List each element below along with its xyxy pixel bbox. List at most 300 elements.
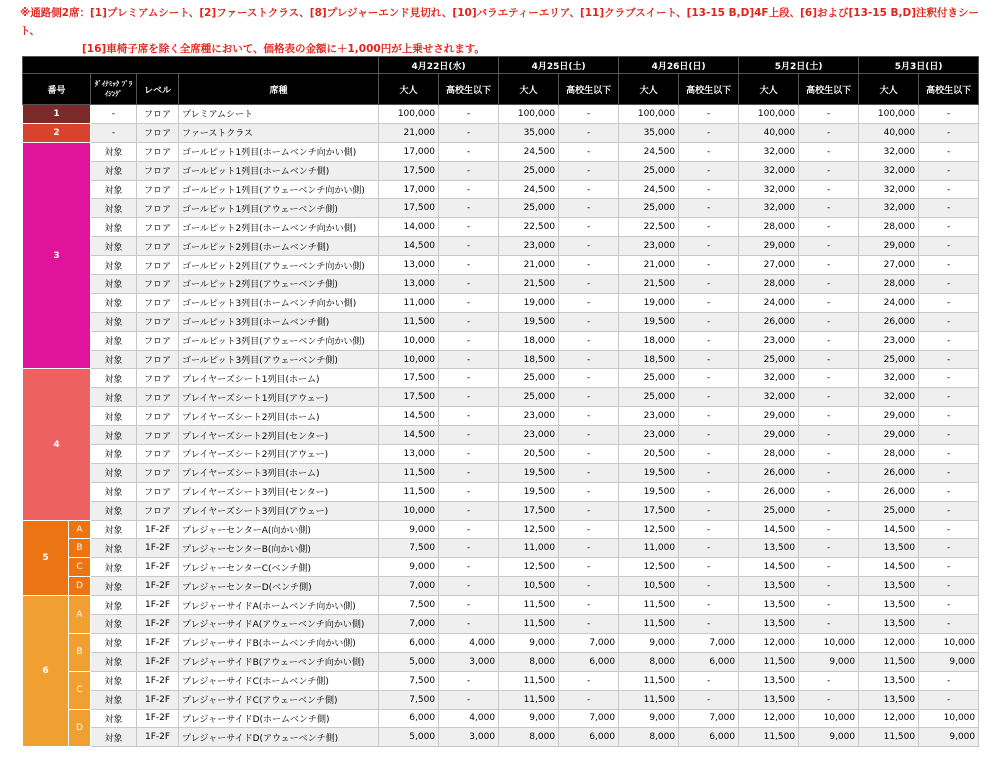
child-price-cell: - (439, 577, 499, 596)
child-price-cell: - (919, 180, 979, 199)
adult-price-cell: 13,500 (859, 577, 919, 596)
table-row (23, 577, 979, 596)
dynamic-pricing-cell: 対象 (91, 142, 137, 161)
adult-price-cell: 12,500 (499, 520, 559, 539)
child-price-cell: - (439, 369, 499, 388)
adult-price-cell: 17,000 (379, 180, 439, 199)
adult-price-cell: 29,000 (739, 237, 799, 256)
child-price-cell: - (439, 426, 499, 445)
level-cell: 1F-2F (137, 539, 179, 558)
table-row (23, 501, 979, 520)
dynamic-pricing-cell: 対象 (91, 369, 137, 388)
child-price-cell: 6,000 (679, 652, 739, 671)
adult-price-cell: 8,000 (499, 728, 559, 747)
seat-type-cell: プレジャーセンターD(ベンチ側) (179, 577, 379, 596)
adult-price-cell: 11,500 (499, 690, 559, 709)
table-row (23, 388, 979, 407)
adult-price-cell: 35,000 (619, 123, 679, 142)
child-price-cell: - (799, 558, 859, 577)
table-row (23, 671, 979, 690)
dynamic-pricing-cell: 対象 (91, 275, 137, 294)
adult-price-cell: 32,000 (739, 388, 799, 407)
child-price-cell: - (919, 105, 979, 124)
seat-type-cell: ゴールピット2列目(ホームベンチ向かい側) (179, 218, 379, 237)
adult-price-cell: 26,000 (859, 312, 919, 331)
child-price-cell: - (559, 482, 619, 501)
child-price-cell: - (559, 237, 619, 256)
adult-price-cell: 20,500 (499, 445, 559, 464)
adult-price-cell: 22,500 (619, 218, 679, 237)
child-price-cell: - (679, 123, 739, 142)
adult-price-cell: 9,000 (379, 520, 439, 539)
child-price-cell: - (919, 596, 979, 615)
notice-line-1: ※通路側2席：[1]プレミアムシート、[2]ファーストクラス、[8]プレジャーエンド見切れ、[10]バラエティーエリア、[11]クラブスイート、[13-15 B,D]4F上段、[6]および[13-15 B,D]注釈付きシート、 (20, 7, 980, 37)
child-price-cell: - (799, 350, 859, 369)
adult-price-cell: 24,500 (499, 180, 559, 199)
adult-price-cell: 32,000 (859, 161, 919, 180)
child-price-cell: - (679, 520, 739, 539)
level-cell: フロア (137, 350, 179, 369)
child-price-cell: - (439, 463, 499, 482)
adult-price-cell: 23,000 (499, 407, 559, 426)
child-header-4: 高校生以下 (799, 74, 859, 105)
child-price-cell: - (679, 577, 739, 596)
child-price-cell: - (439, 237, 499, 256)
child-price-cell: - (919, 463, 979, 482)
sub-section-letter: B (69, 539, 91, 558)
adult-price-cell: 21,000 (379, 123, 439, 142)
child-price-cell: - (919, 615, 979, 634)
child-price-cell: - (439, 180, 499, 199)
adult-price-cell: 26,000 (739, 463, 799, 482)
adult-header-5: 大人 (859, 74, 919, 105)
child-price-cell: - (679, 426, 739, 445)
adult-price-cell: 11,500 (859, 728, 919, 747)
child-price-cell: - (439, 558, 499, 577)
table-row (23, 596, 979, 615)
adult-price-cell: 14,500 (379, 407, 439, 426)
child-price-cell: - (799, 671, 859, 690)
adult-price-cell: 28,000 (739, 445, 799, 464)
seat-type-cell: プレイヤーズシート3列目(アウェー) (179, 501, 379, 520)
adult-price-cell: 26,000 (859, 482, 919, 501)
price-table-body (23, 105, 979, 747)
adult-price-cell: 17,500 (379, 388, 439, 407)
seat-type-cell: プレジャーサイドD(アウェーベンチ側) (179, 728, 379, 747)
table-row (23, 539, 979, 558)
adult-price-cell: 25,000 (739, 350, 799, 369)
child-price-cell: - (919, 218, 979, 237)
child-header-3: 高校生以下 (679, 74, 739, 105)
dynamic-pricing-cell: 対象 (91, 652, 137, 671)
child-price-cell: - (799, 577, 859, 596)
adult-price-cell: 32,000 (859, 199, 919, 218)
adult-price-cell: 11,000 (499, 539, 559, 558)
adult-price-cell: 12,000 (859, 709, 919, 728)
adult-price-cell: 11,000 (379, 293, 439, 312)
adult-price-cell: 10,000 (379, 501, 439, 520)
table-row (23, 482, 979, 501)
child-price-cell: - (799, 426, 859, 445)
child-price-cell: - (439, 520, 499, 539)
adult-price-cell: 23,000 (619, 426, 679, 445)
adult-price-cell: 12,500 (499, 558, 559, 577)
child-price-cell: - (679, 407, 739, 426)
child-price-cell: - (679, 275, 739, 294)
adult-price-cell: 9,000 (619, 633, 679, 652)
child-price-cell: - (679, 105, 739, 124)
table-row (23, 652, 979, 671)
child-price-cell: - (799, 482, 859, 501)
adult-price-cell: 25,000 (859, 501, 919, 520)
dynamic-pricing-cell: 対象 (91, 558, 137, 577)
seat-type-cell: プレジャーセンターC(ベンチ側) (179, 558, 379, 577)
adult-price-cell: 9,000 (499, 709, 559, 728)
adult-price-cell: 100,000 (859, 105, 919, 124)
child-price-cell: - (439, 123, 499, 142)
table-row (23, 142, 979, 161)
table-row (23, 633, 979, 652)
child-price-cell: - (439, 293, 499, 312)
level-cell: フロア (137, 123, 179, 142)
level-cell: フロア (137, 501, 179, 520)
child-price-cell: 9,000 (799, 728, 859, 747)
child-price-cell: - (919, 256, 979, 275)
table-row (23, 218, 979, 237)
level-cell: フロア (137, 142, 179, 161)
seat-type-cell: プレジャーサイドD(ホームベンチ側) (179, 709, 379, 728)
dynamic-pricing-cell: 対象 (91, 256, 137, 275)
dynamic-pricing-cell: 対象 (91, 690, 137, 709)
table-row (23, 275, 979, 294)
dynamic-pricing-cell: 対象 (91, 596, 137, 615)
child-price-cell: - (679, 558, 739, 577)
adult-price-cell: 21,500 (619, 275, 679, 294)
adult-price-cell: 40,000 (739, 123, 799, 142)
child-price-cell: - (919, 407, 979, 426)
table-row (23, 369, 979, 388)
adult-price-cell: 17,500 (499, 501, 559, 520)
child-price-cell: - (559, 369, 619, 388)
adult-price-cell: 7,500 (379, 596, 439, 615)
seat-type-cell: ゴールピット1列目(アウェーベンチ向かい側) (179, 180, 379, 199)
child-price-cell: - (559, 445, 619, 464)
level-cell: フロア (137, 407, 179, 426)
dynamic-pricing-cell: 対象 (91, 312, 137, 331)
adult-price-cell: 13,500 (739, 671, 799, 690)
child-price-cell: - (919, 388, 979, 407)
child-price-cell: - (679, 142, 739, 161)
seat-type-cell: ゴールピット1列目(アウェーベンチ側) (179, 199, 379, 218)
table-row (23, 180, 979, 199)
dynamic-pricing-header: ﾀﾞｲﾅﾐｯｸ ﾌﾟﾗｲｼﾝｸﾞ (91, 74, 137, 105)
child-price-cell: - (559, 180, 619, 199)
adult-price-cell: 13,500 (859, 615, 919, 634)
child-price-cell: - (559, 615, 619, 634)
child-price-cell: - (919, 445, 979, 464)
adult-price-cell: 11,000 (619, 539, 679, 558)
child-price-cell: - (919, 350, 979, 369)
dynamic-pricing-cell: 対象 (91, 350, 137, 369)
sub-section-letter: A (69, 596, 91, 634)
seat-type-cell: プレジャーサイドA(ホームベンチ向かい側) (179, 596, 379, 615)
table-row (23, 520, 979, 539)
child-price-cell: - (799, 596, 859, 615)
adult-price-cell: 11,500 (379, 482, 439, 501)
child-price-cell: - (559, 577, 619, 596)
group-number: 2 (23, 123, 91, 142)
adult-price-cell: 25,000 (619, 369, 679, 388)
adult-price-cell: 24,500 (499, 142, 559, 161)
seat-type-cell: ゴールピット3列目(ホームベンチ向かい側) (179, 293, 379, 312)
child-price-cell: - (679, 256, 739, 275)
adult-price-cell: 14,500 (739, 520, 799, 539)
child-price-cell: - (919, 123, 979, 142)
date-header-5: 5月3日(日) (859, 57, 979, 74)
adult-price-cell: 19,000 (499, 293, 559, 312)
child-price-cell: - (679, 690, 739, 709)
child-price-cell: 7,000 (559, 633, 619, 652)
seat-type-cell: プレイヤーズシート1列目(アウェー) (179, 388, 379, 407)
child-price-cell: - (439, 407, 499, 426)
date-header-1: 4月22日(水) (379, 57, 499, 74)
adult-price-cell: 14,500 (379, 237, 439, 256)
level-cell: フロア (137, 256, 179, 275)
adult-price-cell: 9,000 (619, 709, 679, 728)
child-price-cell: - (559, 199, 619, 218)
child-price-cell: - (679, 388, 739, 407)
group-number: 4 (23, 369, 91, 520)
child-price-cell: 4,000 (439, 709, 499, 728)
adult-price-cell: 25,000 (859, 350, 919, 369)
adult-price-cell: 19,500 (499, 312, 559, 331)
child-price-cell: - (439, 105, 499, 124)
dynamic-pricing-cell: 対象 (91, 671, 137, 690)
child-price-cell: - (679, 180, 739, 199)
adult-price-cell: 19,500 (499, 482, 559, 501)
seat-type-cell: ゴールピット2列目(ホームベンチ側) (179, 237, 379, 256)
table-row (23, 728, 979, 747)
adult-price-cell: 32,000 (859, 180, 919, 199)
child-price-cell: 10,000 (799, 633, 859, 652)
level-cell: フロア (137, 369, 179, 388)
adult-price-cell: 12,500 (619, 558, 679, 577)
child-price-cell: - (919, 199, 979, 218)
level-cell: フロア (137, 218, 179, 237)
child-price-cell: - (439, 596, 499, 615)
adult-price-cell: 26,000 (739, 482, 799, 501)
dynamic-pricing-cell: 対象 (91, 539, 137, 558)
group-number: 3 (23, 142, 91, 369)
adult-price-cell: 25,000 (499, 388, 559, 407)
child-price-cell: - (679, 539, 739, 558)
child-price-cell: - (559, 293, 619, 312)
child-price-cell: - (679, 293, 739, 312)
child-price-cell: - (919, 558, 979, 577)
level-cell: フロア (137, 105, 179, 124)
child-price-cell: - (919, 426, 979, 445)
adult-price-cell: 17,000 (379, 142, 439, 161)
adult-price-cell: 7,500 (379, 690, 439, 709)
dynamic-pricing-cell: 対象 (91, 463, 137, 482)
group-number: 5 (23, 520, 69, 596)
child-price-cell: - (439, 690, 499, 709)
adult-price-cell: 13,000 (379, 256, 439, 275)
adult-price-cell: 29,000 (739, 407, 799, 426)
seat-type-cell: プレイヤーズシート3列目(センター) (179, 482, 379, 501)
child-price-cell: 6,000 (559, 652, 619, 671)
adult-price-cell: 12,000 (739, 633, 799, 652)
adult-price-cell: 32,000 (859, 369, 919, 388)
child-price-cell: - (799, 407, 859, 426)
child-price-cell: - (799, 501, 859, 520)
adult-price-cell: 40,000 (859, 123, 919, 142)
child-price-cell: - (799, 539, 859, 558)
child-price-cell: - (559, 407, 619, 426)
seat-type-cell: プレイヤーズシート3列目(ホーム) (179, 463, 379, 482)
notice-text (20, 4, 980, 58)
child-price-cell: - (919, 482, 979, 501)
child-price-cell: - (559, 426, 619, 445)
child-price-cell: - (439, 331, 499, 350)
child-price-cell: - (439, 445, 499, 464)
child-price-cell: - (559, 596, 619, 615)
adult-price-cell: 8,000 (619, 728, 679, 747)
level-cell: フロア (137, 426, 179, 445)
adult-price-cell: 32,000 (739, 161, 799, 180)
seat-type-cell: ゴールピット3列目(ホームベンチ側) (179, 312, 379, 331)
adult-price-cell: 6,000 (379, 709, 439, 728)
child-price-cell: - (679, 671, 739, 690)
adult-price-cell: 13,500 (739, 596, 799, 615)
adult-price-cell: 7,000 (379, 577, 439, 596)
dynamic-pricing-cell: 対象 (91, 180, 137, 199)
child-price-cell: - (919, 237, 979, 256)
adult-price-cell: 11,500 (499, 615, 559, 634)
child-price-cell: - (919, 690, 979, 709)
group-number: 1 (23, 105, 91, 124)
level-cell: フロア (137, 180, 179, 199)
sub-section-letter: D (69, 577, 91, 596)
seat-type-cell: プレイヤーズシート2列目(ホーム) (179, 407, 379, 426)
adult-price-cell: 11,500 (499, 596, 559, 615)
child-price-cell: - (439, 350, 499, 369)
adult-price-cell: 13,000 (379, 275, 439, 294)
child-price-cell: - (679, 501, 739, 520)
child-price-cell: - (439, 142, 499, 161)
child-price-cell: - (919, 331, 979, 350)
adult-price-cell: 32,000 (739, 142, 799, 161)
dynamic-pricing-cell: 対象 (91, 426, 137, 445)
child-price-cell: 4,000 (439, 633, 499, 652)
adult-price-cell: 23,000 (619, 407, 679, 426)
adult-price-cell: 18,000 (619, 331, 679, 350)
child-price-cell: - (559, 690, 619, 709)
child-price-cell: - (559, 275, 619, 294)
seat-type-cell: プレジャーサイドB(アウェーベンチ向かい側) (179, 652, 379, 671)
table-row (23, 123, 979, 142)
child-price-cell: - (439, 161, 499, 180)
adult-price-cell: 14,000 (379, 218, 439, 237)
seat-type-cell: プレイヤーズシート2列目(アウェー) (179, 445, 379, 464)
table-row (23, 331, 979, 350)
adult-price-cell: 18,500 (499, 350, 559, 369)
adult-header-3: 大人 (619, 74, 679, 105)
child-price-cell: 10,000 (919, 709, 979, 728)
sub-section-letter: D (69, 709, 91, 747)
group-number: 6 (23, 596, 69, 747)
adult-price-cell: 11,500 (619, 671, 679, 690)
adult-price-cell: 24,500 (619, 180, 679, 199)
dynamic-pricing-cell: 対象 (91, 237, 137, 256)
dynamic-pricing-cell: 対象 (91, 577, 137, 596)
table-row (23, 256, 979, 275)
adult-price-cell: 25,000 (739, 501, 799, 520)
level-cell: フロア (137, 275, 179, 294)
child-price-cell: - (559, 161, 619, 180)
dynamic-pricing-cell: 対象 (91, 501, 137, 520)
adult-price-cell: 17,500 (619, 501, 679, 520)
child-price-cell: - (559, 105, 619, 124)
adult-price-cell: 6,000 (379, 633, 439, 652)
seat-type-cell: プレジャーセンターA(向かい側) (179, 520, 379, 539)
child-price-cell: - (439, 199, 499, 218)
child-price-cell: - (799, 256, 859, 275)
child-price-cell: - (799, 142, 859, 161)
adult-price-cell: 11,500 (499, 671, 559, 690)
child-price-cell: - (679, 237, 739, 256)
adult-price-cell: 13,500 (859, 596, 919, 615)
adult-price-cell: 10,500 (499, 577, 559, 596)
child-price-cell: - (919, 369, 979, 388)
level-header: レベル (137, 74, 179, 105)
adult-price-cell: 10,500 (619, 577, 679, 596)
dynamic-pricing-cell: 対象 (91, 633, 137, 652)
child-price-cell: 9,000 (919, 652, 979, 671)
adult-header-1: 大人 (379, 74, 439, 105)
seat-type-cell: ゴールピット3列目(アウェーベンチ側) (179, 350, 379, 369)
child-price-cell: - (559, 142, 619, 161)
child-price-cell: - (439, 501, 499, 520)
adult-price-cell: 28,000 (859, 445, 919, 464)
seat-type-cell: プレイヤーズシート2列目(センター) (179, 426, 379, 445)
table-row (23, 407, 979, 426)
table-row (23, 463, 979, 482)
child-price-cell: - (799, 520, 859, 539)
adult-price-cell: 11,500 (739, 728, 799, 747)
child-header-2: 高校生以下 (559, 74, 619, 105)
child-price-cell: - (799, 445, 859, 464)
adult-price-cell: 23,000 (619, 237, 679, 256)
adult-price-cell: 7,000 (379, 615, 439, 634)
adult-price-cell: 7,500 (379, 671, 439, 690)
adult-price-cell: 28,000 (739, 275, 799, 294)
seat-type-cell: プレミアムシート (179, 105, 379, 124)
dynamic-pricing-cell: 対象 (91, 445, 137, 464)
adult-price-cell: 19,000 (619, 293, 679, 312)
adult-price-cell: 10,000 (379, 331, 439, 350)
child-price-cell: 3,000 (439, 728, 499, 747)
child-price-cell: - (439, 539, 499, 558)
child-price-cell: - (679, 463, 739, 482)
sub-section-letter: A (69, 520, 91, 539)
adult-price-cell: 9,000 (499, 633, 559, 652)
sub-section-letter: C (69, 671, 91, 709)
dynamic-pricing-cell: - (91, 123, 137, 142)
child-price-cell: - (799, 388, 859, 407)
child-price-cell: - (439, 218, 499, 237)
child-price-cell: - (559, 331, 619, 350)
